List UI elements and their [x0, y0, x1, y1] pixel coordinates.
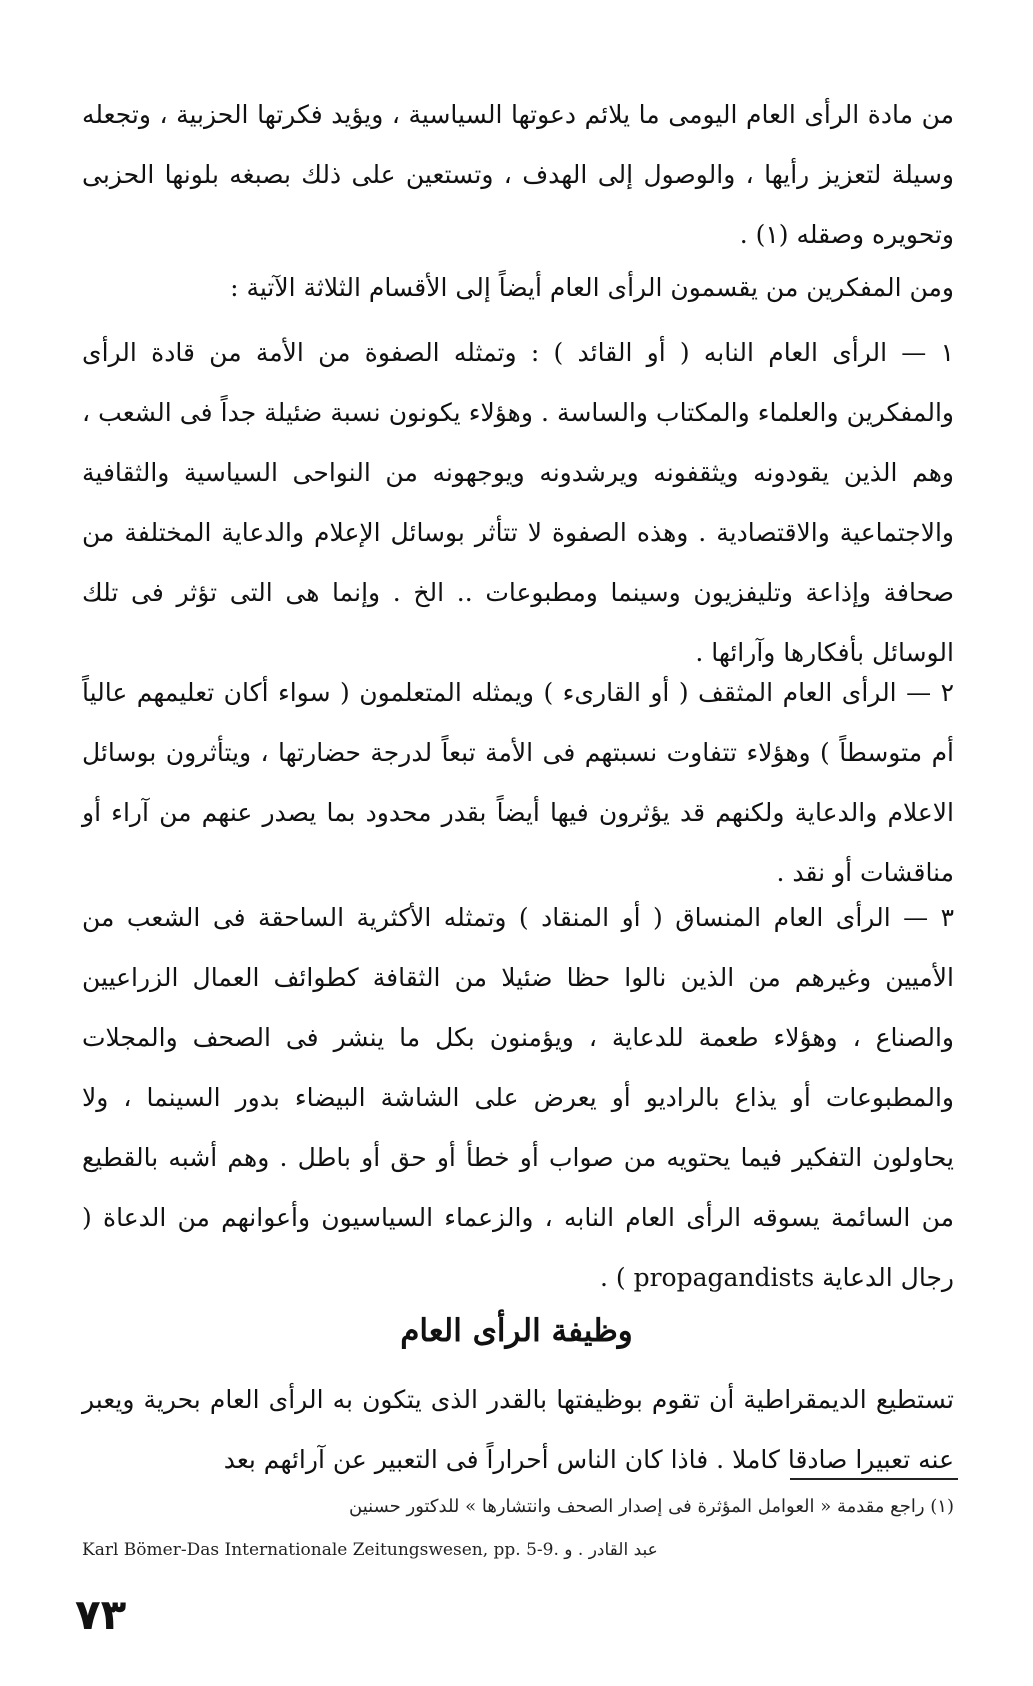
paragraph-item-leading-opinion: ١ — الرأى العام النابه ( أو القائد ) : وتمثله الصفوة من الأمة من قادة الرأى والمفكرين والعلماء والمكتاب والساسة . وهؤلاء يكونون نسبة ضئيلة جداً فى الشعب ، وهم الذين يقودونه ويثقفونه ويرشدونه ويوجهونه من النواحى السياسية والثقافية والاجتماعية والاقتصادية . وهذه الصفوة لا تتأثر بوسائل الإعلام والدعاية المختلفة من صحافة وإذاعة وتليفزيون وسينما ومطبوعات .. الخ . وإنما هى التى تؤثر فى تلك الوسائل بأفكارها وآرائها .: [82, 338, 954, 667]
section-heading: وظيفة الرأى العام: [400, 1312, 633, 1349]
footnote-line-2: [82, 1530, 954, 1570]
footnote-divider: [790, 1478, 958, 1480]
footnote-citation-arabic: عبد القادر . و: [564, 1540, 658, 1560]
paragraph-function: تستطيع الديمقراطية أن تقوم بوظيفتها بالقدر الذى يتكون به الرأى العام بحرية ويعبر عنه تعبيرا صادقا كاملا . فاذا كان الناس أحراراً فى التعبير عن آرائهم بعد: [82, 1385, 954, 1474]
page-number: ٧٣: [75, 1590, 127, 1639]
footnote-line-1: (١) راجع مقدمة « العوامل المؤثرة فى إصدار الصحف وانتشارها » للدكتور حسنين: [349, 1496, 954, 1517]
paragraph-item-led-opinion: ٣ — الرأى العام المنساق ( أو المنقاد ) وتمثله الأكثرية الساحقة فى الشعب من الأميين وغيرهم من الذين نالوا حظا ضئيلا من الثقافة كطوائف العمال الزراعيين والصناع ، وهؤلاء طعمة للدعاية ، ويؤمنون بكل ما ينشر فى الصحف والمجلات والمطبوعات أو يذاع بالراديو أو يعرض على الشاشة البيضاء بدور السينما ، ولا يحاولون التفكير فيما يحتويه من صواب أو خطأ أو حق أو باطل . وهم أشبه بالقطيع من السائمة يسوقه الرأى العام النابه ، والزعماء السياسيون وأعوانهم من الدعاة ( رجال الدعاية propagandists ) .: [82, 903, 954, 1292]
paragraph-intro: من مادة الرأى العام اليومى ما يلائم دعوتها السياسية ، ويؤيد فكرتها الحزبية ، وتجعله وسيلة لتعزيز رأيها ، والوصول إلى الهدف ، وتستعين على ذلك بصبغه بلونها الحزبى وتحويره وصقله (١) .: [82, 100, 954, 249]
footnote-citation-latin: Karl Bömer-Das Internationale Zeitungswesen, pp. 5-9.: [82, 1540, 559, 1560]
paragraph-item-educated-opinion: ٢ — الرأى العام المثقف ( أو القارىء ) ويمثله المتعلمون ( سواء أكان تعليمهم عالياً أم متوسطاً ) وهؤلاء تتفاوت نسبتهم فى الأمة تبعاً لدرجة حضارتها ، ويتأثرون بوسائل الاعلام والدعاية ولكنهم قد يؤثرون فيها أيضاً بقدر محدود بما يصدر عنهم من آراء أو مناقشات أو نقد .: [82, 678, 954, 887]
paragraph-division: ومن المفكرين من يقسمون الرأى العام أيضاً إلى الأقسام الثلاثة الآتية :: [230, 273, 954, 302]
